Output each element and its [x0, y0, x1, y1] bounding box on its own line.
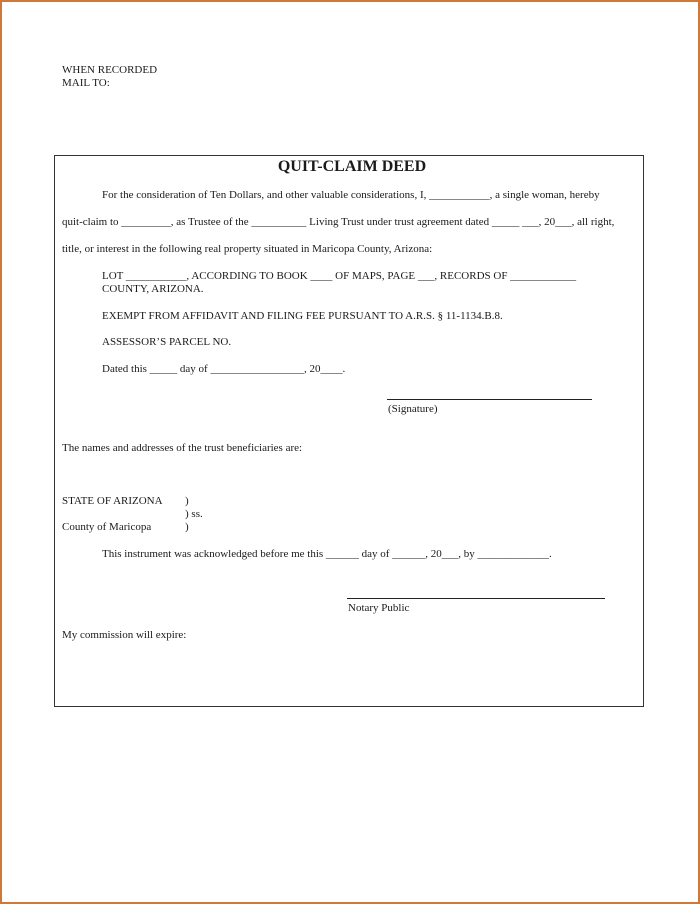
state-label: STATE OF ARIZONA [62, 495, 163, 507]
consideration-line-1: For the consideration of Ten Dollars, and other valuable considerations, I, ___________, a single woman, hereby [102, 189, 600, 201]
lot-description-line-2: COUNTY, ARIZONA. [102, 283, 204, 295]
notary-signature-line [347, 598, 605, 599]
notary-public-label: Notary Public [348, 602, 410, 614]
venue-ss: ) ss. [185, 508, 203, 520]
beneficiaries-label: The names and addresses of the trust beneficiaries are: [62, 442, 303, 454]
venue-paren-1: ) [185, 495, 189, 507]
signature-label: (Signature) [388, 403, 438, 415]
consideration-line-2: quit-claim to _________, as Trustee of the __________ Living Trust under trust agreement dated _____ ___, 20___, all right, [62, 216, 615, 228]
dated-line: Dated this _____ day of _________________, 20____. [102, 363, 346, 375]
acknowledgment-line: This instrument was acknowledged before me this ______ day of ______, 20___, by _____________. [102, 548, 552, 560]
commission-expire-label: My commission will expire: [62, 629, 187, 641]
lot-description-line-1: LOT ___________, ACCORDING TO BOOK ____ OF MAPS, PAGE ___, RECORDS OF ____________ [102, 270, 577, 282]
county-label: County of Maricopa [62, 521, 152, 533]
mail-to-label: MAIL TO: [62, 77, 110, 89]
exempt-statement: EXEMPT FROM AFFIDAVIT AND FILING FEE PURSUANT TO A.R.S. § 11-1134.B.8. [102, 310, 503, 322]
assessor-parcel-label: ASSESSOR’S PARCEL NO. [102, 336, 232, 348]
signature-line [387, 399, 592, 400]
venue-paren-2: ) [185, 521, 189, 533]
when-recorded-label: WHEN RECORDED [62, 64, 158, 76]
deed-form-border [54, 155, 644, 707]
consideration-line-3: title, or interest in the following real property situated in Maricopa County, Arizona: [62, 243, 433, 255]
deed-title: QUIT-CLAIM DEED [277, 158, 427, 175]
